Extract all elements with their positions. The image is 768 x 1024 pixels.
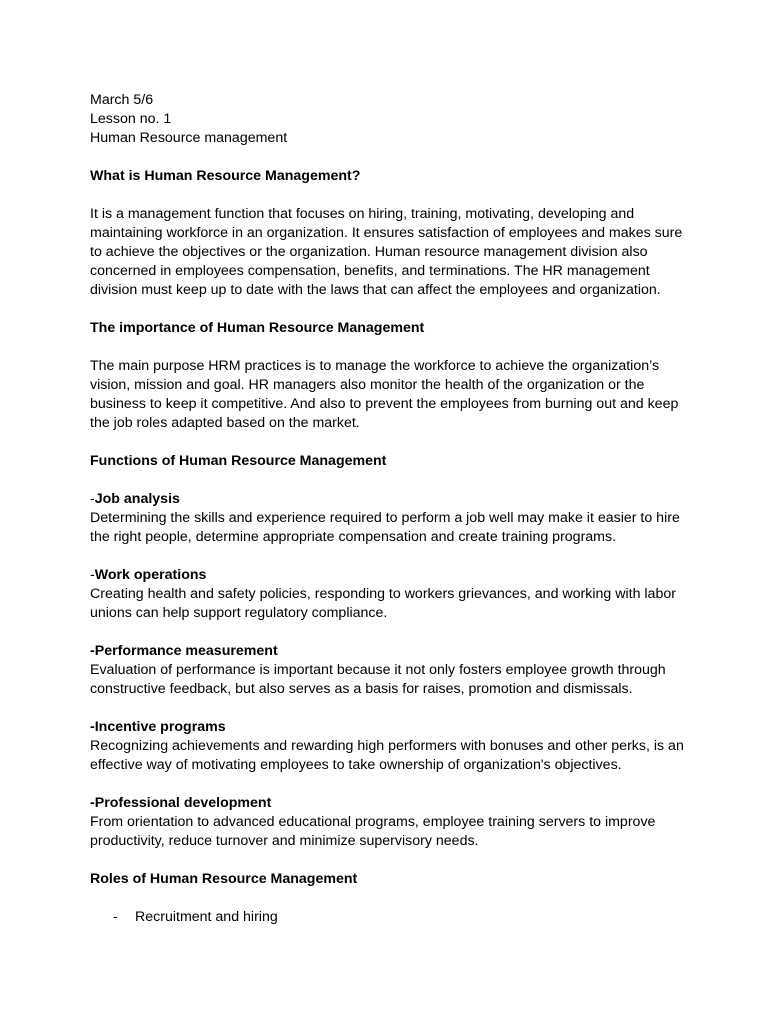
paragraph-line: Recognizing achievements and rewarding high performers with bonuses and other perks, is an [90,738,684,754]
list-item [90,908,690,927]
function-label: -Professional development [90,795,272,811]
spacer [90,471,690,490]
paragraph-line: division must keep up to date with the laws that can affect the employees and organization. [90,282,661,298]
paragraph-line: the right people, determine appropriate compensation and create training programs. [90,529,617,545]
function-label: -Performance measurement [90,643,278,659]
paragraph-line: Creating health and safety policies, responding to workers grievances, and working with labor [90,586,676,602]
document-page [90,91,690,927]
dash-marker: - [90,567,95,583]
paragraph-what-is-hrm [90,205,690,300]
paragraph-line: maintaining workforce in an organization. It ensures satisfaction of employees and makes sure [90,225,683,241]
function-item-professional-development [90,794,690,851]
paragraph-line: productivity, reduce turnover and minimize supervisory needs. [90,833,479,849]
function-title [90,794,690,813]
paragraph-line: Determining the skills and experience required to perform a job well may make it easier to hire [90,510,680,526]
heading-roles: Roles of Human Resource Management [90,871,358,887]
paragraph-line: From orientation to advanced educational programs, employee training servers to improve [90,814,656,830]
function-title [90,642,690,661]
paragraph-line: effective way of motivating employees to take ownership of organization's objectives. [90,757,622,773]
function-label: Job analysis [94,491,180,507]
date-line: March 5/6 [90,92,154,108]
dash-marker: - [90,491,95,507]
spacer [90,433,690,452]
heading-what-is-hrm: What is Human Resource Management? [90,168,361,184]
spacer [90,547,690,566]
paragraph-line: It is a management function that focuses on hiring, training, motivating, developing and [90,206,635,222]
function-item-work-operations [90,566,690,623]
function-item-performance-measurement [90,642,690,699]
heading-importance: The importance of Human Resource Management [90,320,425,336]
paragraph-line: the job roles adapted based on the market. [90,415,360,431]
paragraph-line: constructive feedback, but also serves as a basis for raises, promotion and dismissals. [90,681,633,697]
paragraph-line: Evaluation of performance is important because it not only fosters employee growth through [90,662,666,678]
spacer [90,148,690,167]
subject-line: Human Resource management [90,130,288,146]
spacer [90,623,690,642]
spacer [90,186,690,205]
spacer [90,851,690,870]
spacer [90,775,690,794]
paragraph-line: concerned in employees compensation, benefits, and terminations. The HR management [90,263,650,279]
spacer [90,338,690,357]
function-label: Work operations [94,567,207,583]
bullet-dash-marker: - [113,909,118,925]
function-title [90,718,690,737]
spacer [90,889,690,908]
function-title [90,566,690,585]
lesson-line: Lesson no. 1 [90,111,172,127]
heading-functions: Functions of Human Resource Management [90,453,387,469]
paragraph-line: to achieve the objectives or the organization. Human resource management division also [90,244,648,260]
paragraph-line: vision, mission and goal. HR managers also monitor the health of the organization or the [90,377,645,393]
function-label: -Incentive programs [90,719,226,735]
spacer [90,699,690,718]
function-item-job-analysis [90,490,690,547]
function-item-incentive-programs [90,718,690,775]
paragraph-importance [90,357,690,433]
list-item-text: Recruitment and hiring [135,909,278,925]
paragraph-line: The main purpose HRM practices is to manage the workforce to achieve the organization’s [90,358,660,374]
paragraph-line: business to keep it competitive. And also to prevent the employees from burning out and keep [90,396,679,412]
function-title [90,490,690,509]
spacer [90,300,690,319]
paragraph-line: unions can help support regulatory compliance. [90,605,388,621]
